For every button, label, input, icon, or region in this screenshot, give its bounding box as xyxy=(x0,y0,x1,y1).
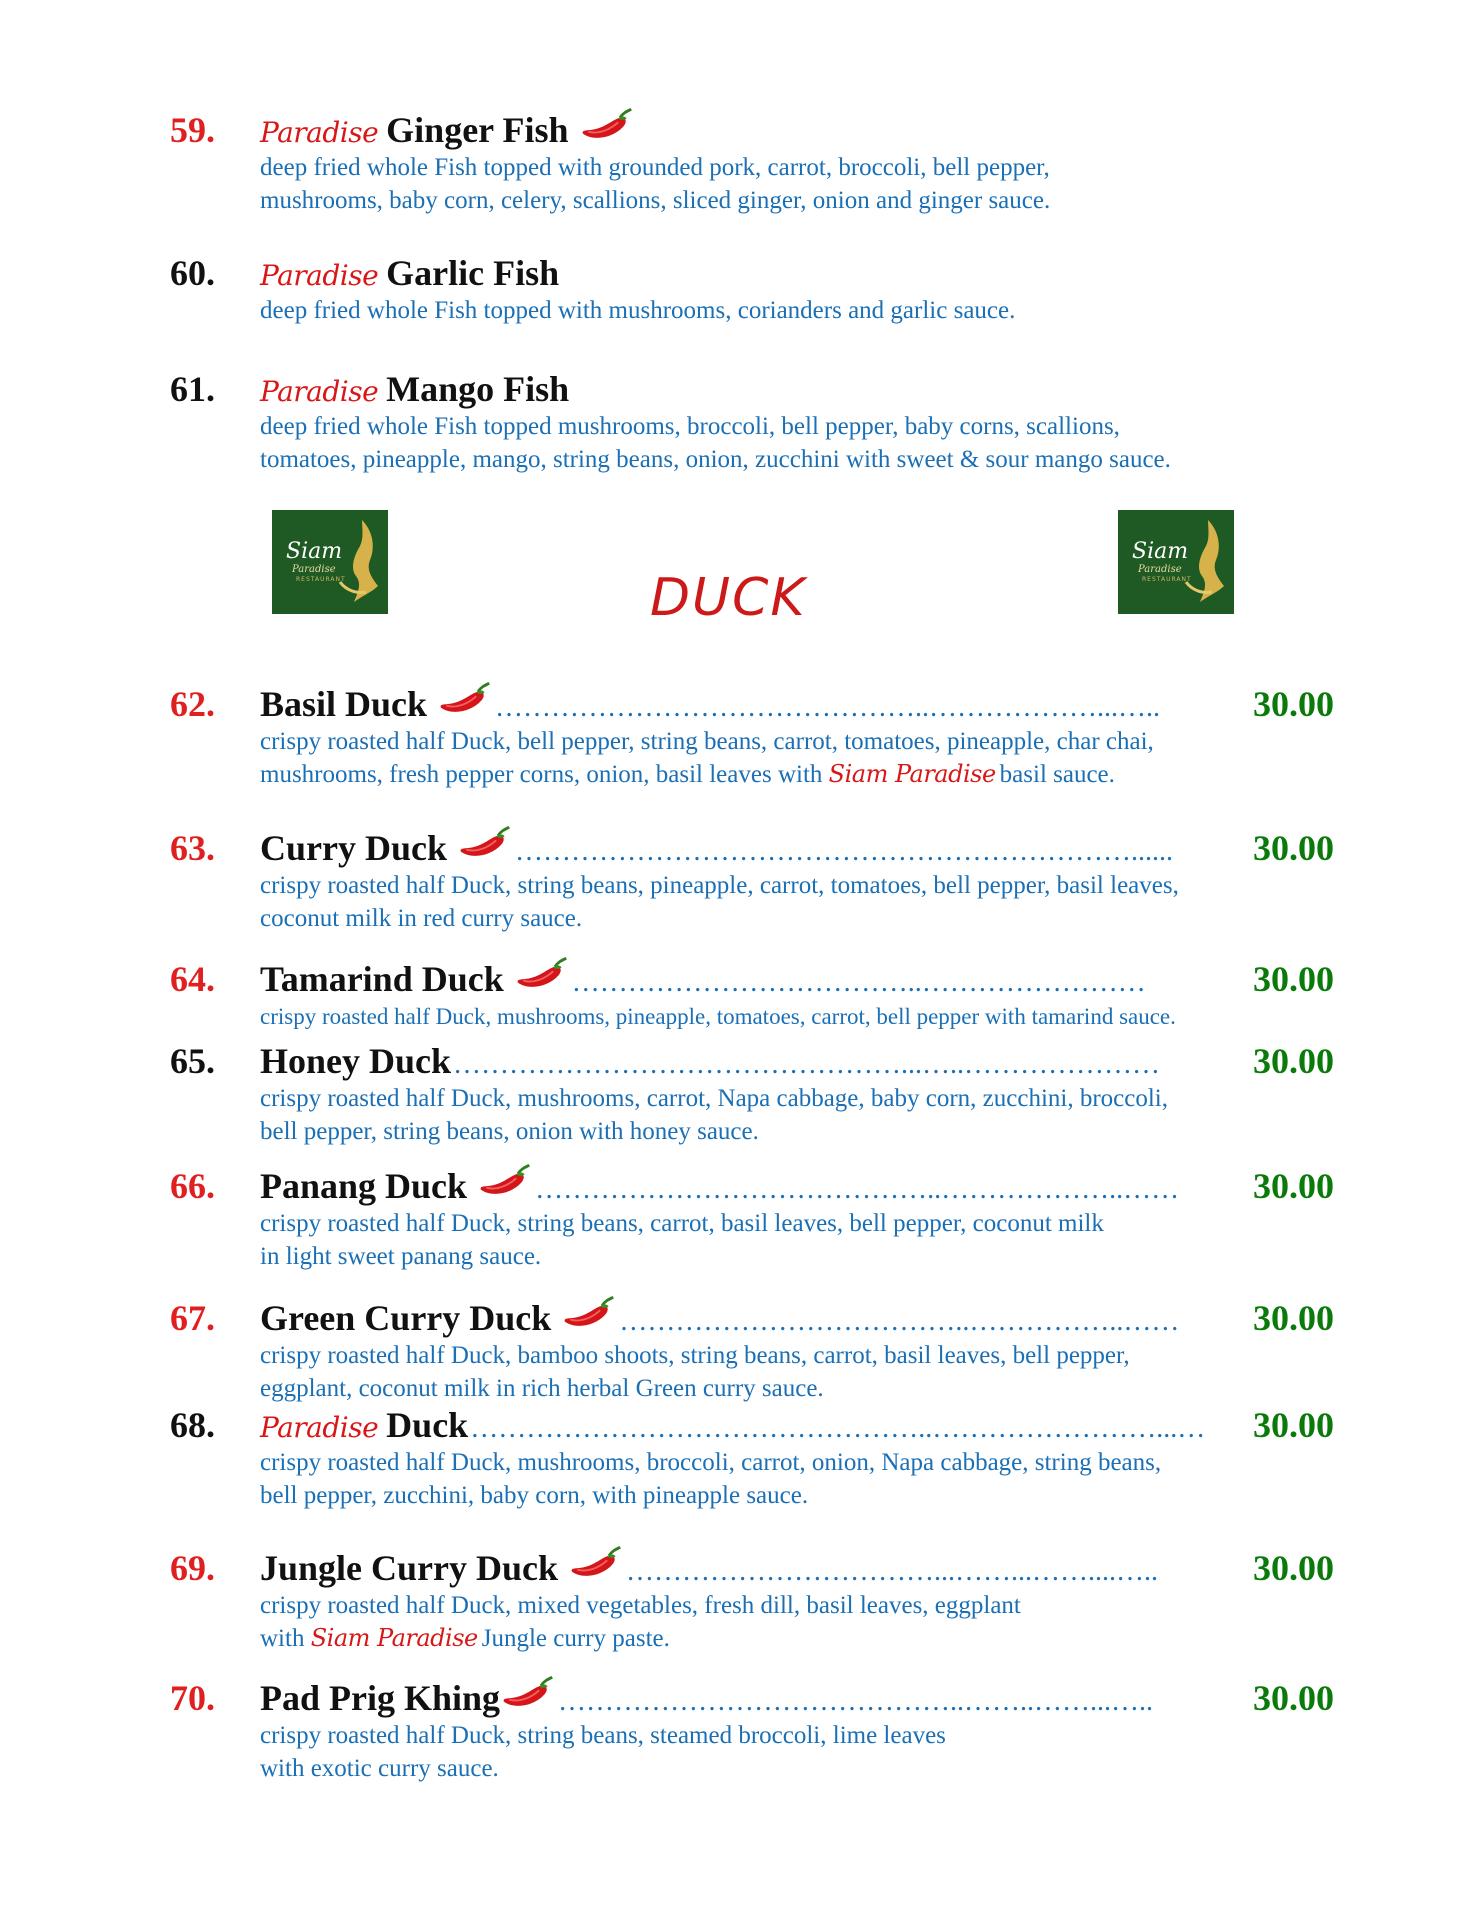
dot-leader: ………………………………..…………………… xyxy=(571,967,1146,998)
item-description-line: deep fried whole Fish topped with grounded pork, carrot, broccoli, bell pepper, xyxy=(260,154,1050,181)
item-description-line: crispy roasted half Duck, string beans, carrot, basil leaves, bell pepper, coconut milk xyxy=(260,1210,1104,1237)
chili-spicy-icon xyxy=(568,1544,624,1584)
item-number: 61. xyxy=(170,369,215,409)
item-description-line: with exotic curry sauce. xyxy=(260,1755,499,1782)
item-description-line: bell pepper, string beans, onion with honey sauce. xyxy=(260,1118,759,1145)
item-number: 69. xyxy=(170,1548,215,1588)
item-description-line: crispy roasted half Duck, bamboo shoots, string beans, carrot, basil leaves, bell pepper, xyxy=(260,1342,1130,1369)
brand-script: Paradise xyxy=(260,375,379,408)
item-description-line: crispy roasted half Duck, string beans, steamed broccoli, lime leaves xyxy=(260,1722,946,1749)
chili-spicy-icon xyxy=(579,106,635,146)
menu-item-65 xyxy=(170,1040,1334,1148)
menu-item-66 xyxy=(170,1158,1334,1273)
item-price: 30.00 xyxy=(1253,1166,1334,1206)
dot-leader: …………………………………………...…..………………… xyxy=(453,1049,1161,1080)
item-description-line: crispy roasted half Duck, mushrooms, broccoli, carrot, onion, Napa cabbage, string beans, xyxy=(260,1449,1162,1476)
desc-text: basil sauce. xyxy=(999,761,1115,788)
dot-leader: …………………………………………..……………………...… xyxy=(470,1413,1206,1444)
item-number: 70. xyxy=(170,1678,215,1718)
brand-script: Siam Paradise xyxy=(310,1624,478,1652)
item-description-line: crispy roasted half Duck, mixed vegetables, fresh dill, basil leaves, eggplant xyxy=(260,1592,1021,1619)
section-heading: DUCK xyxy=(650,568,807,628)
item-description-line: deep fried whole Fish topped with mushrooms, corianders and garlic sauce. xyxy=(260,297,1016,324)
chili-spicy-icon xyxy=(561,1294,617,1334)
item-number: 68. xyxy=(170,1405,215,1445)
item-name xyxy=(260,1540,624,1589)
logo-tagline: RESTAURANT xyxy=(296,576,346,583)
item-price: 30.00 xyxy=(1253,1041,1334,1081)
chili-spicy-icon xyxy=(500,1674,556,1714)
item-price: 30.00 xyxy=(1253,1548,1334,1588)
item-price: 30.00 xyxy=(1253,1298,1334,1338)
item-name xyxy=(260,102,635,151)
item-name xyxy=(260,1158,533,1207)
item-price: 30.00 xyxy=(1253,959,1334,999)
menu-item-70 xyxy=(170,1670,1334,1785)
thai-ornament-icon xyxy=(1178,516,1228,608)
item-number: 60. xyxy=(170,253,215,293)
item-name xyxy=(260,820,513,869)
item-description-line: bell pepper, zucchini, baby corn, with pineapple sauce. xyxy=(260,1482,809,1509)
item-description-line: crispy roasted half Duck, mushrooms, carrot, Napa cabbage, baby corn, zucchini, broccoli, xyxy=(260,1085,1169,1112)
menu-item-68 xyxy=(170,1404,1334,1512)
item-number: 66. xyxy=(170,1166,215,1206)
chili-spicy-icon xyxy=(477,1162,533,1202)
dot-leader: ……………………………...……...……....….. xyxy=(626,1556,1159,1587)
logo-text: Siam xyxy=(286,539,343,564)
desc-text: Jungle curry paste. xyxy=(481,1625,670,1652)
thai-ornament-icon xyxy=(332,516,382,608)
item-name xyxy=(260,1670,556,1719)
item-number: 63. xyxy=(170,828,215,868)
item-number: 64. xyxy=(170,959,215,999)
item-name-text: Green Curry Duck xyxy=(260,1298,552,1338)
desc-text: mushrooms, fresh pepper corns, onion, basil leaves with xyxy=(260,761,823,788)
chili-spicy-icon xyxy=(514,955,570,995)
menu-item-59 xyxy=(170,102,1334,217)
item-name-text: Tamarind Duck xyxy=(260,959,504,999)
item-number: 62. xyxy=(170,684,215,724)
item-name xyxy=(260,368,569,410)
menu-item-61 xyxy=(170,368,1334,476)
chili-spicy-icon xyxy=(457,824,513,864)
item-description-line: crispy roasted half Duck, string beans, pineapple, carrot, tomatoes, bell pepper, basil leaves, xyxy=(260,872,1179,899)
brand-script: Paradise xyxy=(260,1411,379,1444)
menu-item-62 xyxy=(170,676,1334,791)
item-description-line: deep fried whole Fish topped mushrooms, broccoli, bell pepper, baby corns, scallions, xyxy=(260,413,1120,440)
dot-leader: ………………………………..……………..…… xyxy=(619,1306,1180,1337)
logo-subtext: Paradise xyxy=(1138,564,1182,575)
dot-leader: ……………………………………..………………..…… xyxy=(535,1174,1180,1205)
item-description-line: in light sweet panang sauce. xyxy=(260,1243,542,1270)
brand-script: Siam Paradise xyxy=(828,760,996,788)
item-price: 30.00 xyxy=(1253,1405,1334,1445)
item-name xyxy=(260,951,570,1000)
item-name-text: Duck xyxy=(386,1405,469,1445)
item-name-text: Garlic Fish xyxy=(386,253,560,293)
item-name-text: Pad Prig Khing xyxy=(260,1678,501,1718)
item-number: 65. xyxy=(170,1041,215,1081)
item-description-line: mushrooms, baby corn, celery, scallions, sliced ginger, onion and ginger sauce. xyxy=(260,187,1051,214)
item-name-text: Ginger Fish xyxy=(386,110,569,150)
dot-leader: ………………………………………..………………...….. xyxy=(495,692,1161,723)
item-name xyxy=(260,1404,468,1446)
item-description-line xyxy=(260,758,1334,791)
item-name xyxy=(260,676,493,725)
item-price: 30.00 xyxy=(1253,1678,1334,1718)
item-name xyxy=(260,252,559,294)
dot-leader: …………………………………………………………...... xyxy=(515,836,1173,867)
item-name-text: Jungle Curry Duck xyxy=(260,1548,559,1588)
siam-paradise-logo-right xyxy=(1118,510,1234,614)
menu-item-69 xyxy=(170,1540,1334,1655)
desc-text: with xyxy=(260,1625,305,1652)
siam-paradise-logo-left xyxy=(272,510,388,614)
brand-script: Paradise xyxy=(260,116,379,149)
item-name-text: Basil Duck xyxy=(260,684,428,724)
item-name xyxy=(260,1040,451,1082)
item-description-line: tomatoes, pineapple, mango, string beans, onion, zucchini with sweet & sour mango sauce. xyxy=(260,446,1171,473)
menu-item-60 xyxy=(170,252,1334,327)
menu-item-63 xyxy=(170,820,1334,935)
item-description-line: crispy roasted half Duck, mushrooms, pineapple, tomatoes, carrot, bell pepper with tamarind sauce. xyxy=(260,1004,1176,1029)
dot-leader: ……………………………………..……..……...….. xyxy=(558,1686,1154,1717)
item-number: 59. xyxy=(170,110,215,150)
menu-item-64 xyxy=(170,951,1334,1033)
menu-item-67 xyxy=(170,1290,1334,1405)
logo-text: Siam xyxy=(1132,539,1189,564)
item-name-text: Panang Duck xyxy=(260,1166,468,1206)
item-name-text: Mango Fish xyxy=(386,369,570,409)
item-description-line: crispy roasted half Duck, bell pepper, string beans, carrot, tomatoes, pineapple, char chai, xyxy=(260,728,1154,755)
item-name-text: Curry Duck xyxy=(260,828,447,868)
logo-tagline: RESTAURANT xyxy=(1142,576,1192,583)
item-number: 67. xyxy=(170,1298,215,1338)
item-name xyxy=(260,1290,617,1339)
item-price: 30.00 xyxy=(1253,684,1334,724)
item-description-line: coconut milk in red curry sauce. xyxy=(260,905,583,932)
item-price: 30.00 xyxy=(1253,828,1334,868)
item-description-line xyxy=(260,1622,1334,1655)
chili-spicy-icon xyxy=(437,680,493,720)
item-name-text: Honey Duck xyxy=(260,1041,452,1081)
brand-script: Paradise xyxy=(260,259,379,292)
logo-subtext: Paradise xyxy=(292,564,336,575)
item-description-line: eggplant, coconut milk in rich herbal Green curry sauce. xyxy=(260,1375,824,1402)
